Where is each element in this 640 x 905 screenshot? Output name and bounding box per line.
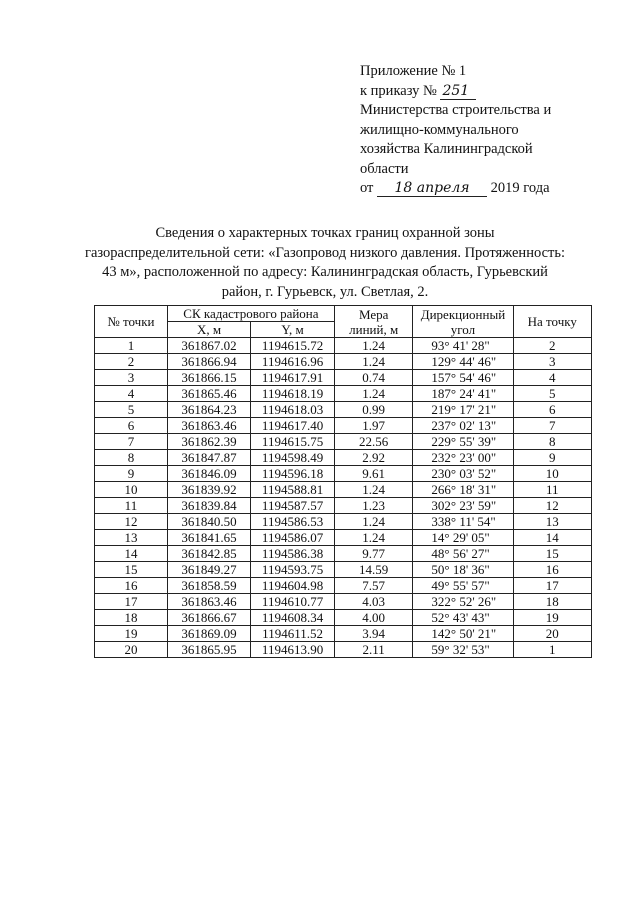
cell-to-point: 14 [513, 530, 591, 546]
table-row [95, 546, 592, 562]
cell-y: 1194618.03 [251, 402, 335, 418]
cell-y: 1194615.75 [251, 434, 335, 450]
cell-y: 1194588.81 [251, 482, 335, 498]
title-line-1: Сведения о характерных точках границ охранной зоны [155, 225, 495, 241]
cell-y: 1194586.53 [251, 514, 335, 530]
cell-point: 5 [95, 402, 168, 418]
table-row [95, 434, 592, 450]
cell-to-point: 12 [513, 498, 591, 514]
cell-x: 361840.50 [167, 514, 250, 530]
table-row [95, 450, 592, 466]
order-line [360, 82, 620, 102]
cell-x: 361866.67 [167, 610, 250, 626]
cell-y: 1194586.07 [251, 530, 335, 546]
cell-length: 1.24 [334, 514, 412, 530]
cell-length: 22.56 [334, 434, 412, 450]
cell-length: 9.61 [334, 466, 412, 482]
cell-y: 1194610.77 [251, 594, 335, 610]
cell-to-point: 5 [513, 386, 591, 402]
cell-to-point: 18 [513, 594, 591, 610]
cell-angle: 302° 23' 59" [413, 498, 513, 514]
cell-length: 1.24 [334, 530, 412, 546]
cell-angle: 322° 52' 26" [413, 594, 513, 610]
cell-y: 1194593.75 [251, 562, 335, 578]
cell-point: 18 [95, 610, 168, 626]
cell-point: 2 [95, 354, 168, 370]
cell-angle: 52° 43' 43" [413, 610, 513, 626]
title-line-4: район, г. Гурьевск, ул. Светлая, 2. [221, 283, 429, 300]
table-row [95, 594, 592, 610]
cell-x: 361846.09 [167, 466, 250, 482]
cell-angle: 338° 11' 54" [413, 514, 513, 530]
cell-angle: 93° 41' 28" [413, 338, 513, 354]
table-row [95, 578, 592, 594]
cell-to-point: 4 [513, 370, 591, 386]
cell-y: 1194598.49 [251, 450, 335, 466]
cell-point: 13 [95, 530, 168, 546]
cell-angle: 187° 24' 41" [413, 386, 513, 402]
cell-length: 1.24 [334, 386, 412, 402]
cell-x: 361866.94 [167, 354, 250, 370]
cell-x: 361865.46 [167, 386, 250, 402]
cell-angle: 157° 54' 46" [413, 370, 513, 386]
points-table [94, 305, 592, 658]
cell-x: 361841.65 [167, 530, 250, 546]
table-row [95, 514, 592, 530]
cell-length: 9.77 [334, 546, 412, 562]
cell-y: 1194616.96 [251, 354, 335, 370]
cell-x: 361862.39 [167, 434, 250, 450]
cell-to-point: 2 [513, 338, 591, 354]
table-row [95, 482, 592, 498]
cell-angle: 229° 55' 39" [413, 434, 513, 450]
ministry-line-3: хозяйства Калининградской [360, 141, 533, 157]
cell-y: 1194596.18 [251, 466, 335, 482]
cell-y: 1194608.34 [251, 610, 335, 626]
order-number-handwritten: 251 [440, 84, 476, 100]
cell-length: 4.00 [334, 610, 412, 626]
cell-x: 361858.59 [167, 578, 250, 594]
cell-angle: 59° 32' 53" [413, 642, 513, 658]
cell-to-point: 9 [513, 450, 591, 466]
ministry-line-1: Министерства строительства и [360, 102, 552, 118]
cell-point: 15 [95, 562, 168, 578]
cell-to-point: 8 [513, 434, 591, 450]
document-title [60, 224, 590, 302]
cell-length: 14.59 [334, 562, 412, 578]
cell-point: 10 [95, 482, 168, 498]
cell-to-point: 16 [513, 562, 591, 578]
cell-point: 17 [95, 594, 168, 610]
cell-x: 361864.23 [167, 402, 250, 418]
cell-point: 12 [95, 514, 168, 530]
cell-length: 3.94 [334, 626, 412, 642]
header-length [334, 306, 412, 338]
cell-point: 16 [95, 578, 168, 594]
header-angle-line2: угол [450, 321, 476, 337]
date-suffix: 2019 года [490, 180, 550, 196]
table-row [95, 466, 592, 482]
cell-point: 8 [95, 450, 168, 466]
cell-to-point: 7 [513, 418, 591, 434]
cell-length: 1.97 [334, 418, 412, 434]
table-row [95, 402, 592, 418]
cell-length: 2.92 [334, 450, 412, 466]
table-row [95, 562, 592, 578]
cell-x: 361869.09 [167, 626, 250, 642]
cell-to-point: 6 [513, 402, 591, 418]
cell-angle: 232° 23' 00" [413, 450, 513, 466]
header-angle [413, 306, 513, 338]
cell-point: 11 [95, 498, 168, 514]
cell-x: 361866.15 [167, 370, 250, 386]
cell-point: 4 [95, 386, 168, 402]
cell-to-point: 19 [513, 610, 591, 626]
appendix-title: Приложение № 1 [360, 63, 467, 79]
table-row [95, 418, 592, 434]
cell-x: 361867.02 [167, 338, 250, 354]
cell-y: 1194604.98 [251, 578, 335, 594]
table-row [95, 610, 592, 626]
cell-angle: 266° 18' 31" [413, 482, 513, 498]
cell-angle: 14° 29' 05" [413, 530, 513, 546]
header-length-line2: линий, м [349, 321, 399, 337]
table-row [95, 530, 592, 546]
cell-length: 2.11 [334, 642, 412, 658]
cell-to-point: 10 [513, 466, 591, 482]
cell-y: 1194617.91 [251, 370, 335, 386]
cell-x: 361863.46 [167, 594, 250, 610]
header-y: Y, м [251, 322, 335, 338]
cell-length: 1.24 [334, 338, 412, 354]
cell-point: 9 [95, 466, 168, 482]
cell-y: 1194587.57 [251, 498, 335, 514]
cell-x: 361863.46 [167, 418, 250, 434]
cell-point: 7 [95, 434, 168, 450]
appendix-block [360, 62, 620, 199]
cell-y: 1194617.40 [251, 418, 335, 434]
cell-x: 361842.85 [167, 546, 250, 562]
table-row [95, 626, 592, 642]
cell-to-point: 17 [513, 578, 591, 594]
cell-length: 4.03 [334, 594, 412, 610]
cell-y: 1194613.90 [251, 642, 335, 658]
cell-angle: 49° 55' 57" [413, 578, 513, 594]
cell-y: 1194611.52 [251, 626, 335, 642]
cell-angle: 129° 44' 46" [413, 354, 513, 370]
cell-to-point: 11 [513, 482, 591, 498]
cell-angle: 237° 02' 13" [413, 418, 513, 434]
cell-x: 361839.92 [167, 482, 250, 498]
cell-to-point: 15 [513, 546, 591, 562]
table-body [95, 338, 592, 658]
date-prefix: от [360, 180, 374, 196]
cell-point: 6 [95, 418, 168, 434]
cell-length: 1.23 [334, 498, 412, 514]
cell-to-point: 20 [513, 626, 591, 642]
cell-x: 361865.95 [167, 642, 250, 658]
cell-to-point: 3 [513, 354, 591, 370]
ministry-line-2: жилищно-коммунального [360, 121, 519, 138]
cell-angle: 50° 18' 36" [413, 562, 513, 578]
ministry-line-4: области [360, 160, 409, 177]
table-row [95, 354, 592, 370]
cell-point: 3 [95, 370, 168, 386]
cell-to-point: 13 [513, 514, 591, 530]
table-row [95, 370, 592, 386]
date-line [360, 179, 620, 199]
cell-length: 0.99 [334, 402, 412, 418]
date-handwritten: 18 апреля [377, 181, 487, 197]
cell-length: 7.57 [334, 578, 412, 594]
header-x: X, м [167, 322, 250, 338]
cell-y: 1194615.72 [251, 338, 335, 354]
table-row [95, 386, 592, 402]
cell-y: 1194586.38 [251, 546, 335, 562]
cell-point: 14 [95, 546, 168, 562]
cell-angle: 219° 17' 21" [413, 402, 513, 418]
order-prefix: к приказу № [360, 82, 437, 99]
header-length-line1: Мера [358, 306, 389, 322]
cell-to-point: 1 [513, 642, 591, 658]
cell-length: 0.74 [334, 370, 412, 386]
cell-x: 361839.84 [167, 498, 250, 514]
cell-length: 1.24 [334, 354, 412, 370]
header-cs: СК кадастрового района [167, 306, 334, 322]
header-to-point: На точку [513, 306, 591, 338]
cell-point: 20 [95, 642, 168, 658]
header-angle-line1: Дирекционный [420, 306, 506, 322]
cell-point: 19 [95, 626, 168, 642]
table-row [95, 498, 592, 514]
cell-y: 1194618.19 [251, 386, 335, 402]
table-row [95, 338, 592, 354]
cell-point: 1 [95, 338, 168, 354]
title-line-2: газораспределительной сети: «Газопровод низкого давления. Протяженность: [85, 244, 565, 261]
table-header [95, 306, 592, 338]
table-row [95, 642, 592, 658]
cell-length: 1.24 [334, 482, 412, 498]
cell-x: 361847.87 [167, 450, 250, 466]
header-point: № точки [95, 306, 168, 338]
cell-angle: 142° 50' 21" [413, 626, 513, 642]
cell-angle: 48° 56' 27" [413, 546, 513, 562]
cell-angle: 230° 03' 52" [413, 466, 513, 482]
title-line-3: 43 м», расположенной по адресу: Калининградская область, Гурьевский [102, 264, 548, 280]
cell-x: 361849.27 [167, 562, 250, 578]
